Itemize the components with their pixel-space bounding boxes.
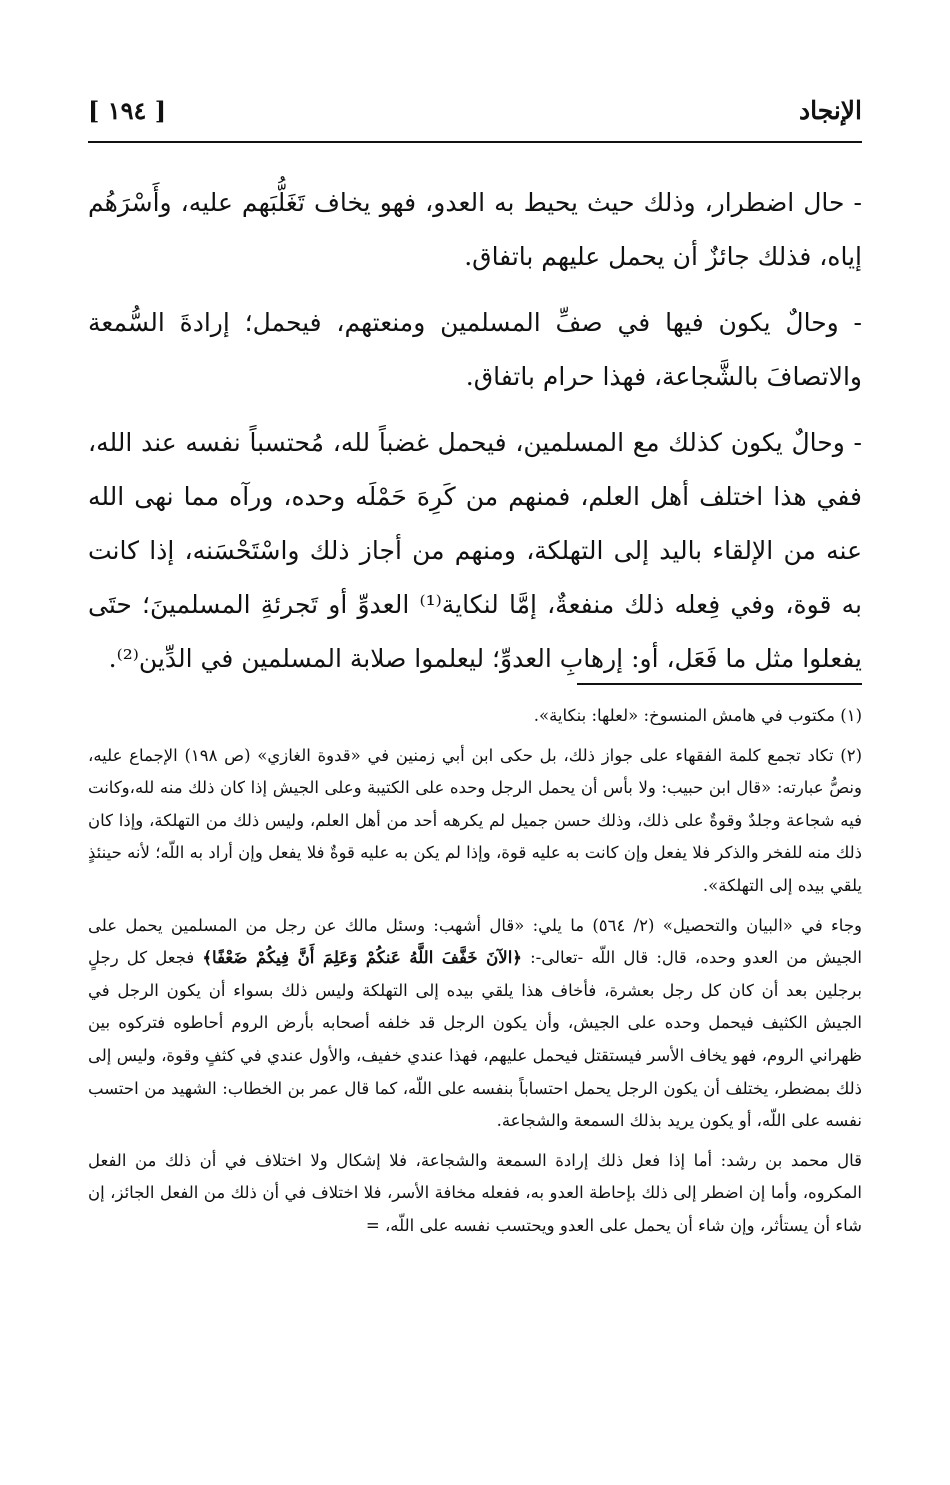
paragraph: - حال اضطرار، وذلك حيث يحيط به العدو، فهو يخاف تَغَلُّبَهم عليه، وأَسْرَهُم إياه، فذلك جائزٌ أن يحمل عليهم باتفاق. <box>88 188 862 271</box>
running-title: الإنجاد <box>798 96 862 125</box>
footnote-2-continuation <box>88 910 862 1138</box>
footnote-text: وجاء في «البيان والتحصيل» (٢/ ٥٦٤) ما يلي: «قال أشهب: وسئل مالك عن رجل من المسلمين يحمل على الجيش من العدو وحده، قال: قال اللّه -تعالى-: <box>88 915 862 968</box>
footnote-2-ibn-rushd: قال محمد بن رشد: أما إذا فعل ذلك إرادة السمعة والشجاعة، فلا إشكال ولا اختلاف في أن ذلك من الفعل المكروه، وأما إن اضطر إلى ذلك بإحاطة العدو به، ففعله مخافة الأسر، فلا اختلاف في أن ذلك من الفعل الجائز، إن شاء أن يستأثر، وإن شاء أن يحمل على العدو ويحتسب نفسه على اللّه، = <box>88 1150 862 1235</box>
footnote-2: (٢) تكاد تجمع كلمة الفقهاء على جواز ذلك، بل حكى ابن أبي زمنين في «قدوة الغازي» (ص ١٩٨) الإجماع عليه، ونصُّ عبارته: «قال ابن حبيب: ولا بأس أن يحمل الرجل وحده على الكتيبة وعلى الجيش إذا كان ذلك منه لله،وكانت فيه شجاعة وجلدٌ وقوةٌ على ذلك، وذلك حسن جميل لم يكرهه أحد من أهل العلم، وليس ذلك من التهلكة، وإذا كان ذلك منه للفخر والذكر فلا يفعل وإن كانت به عليه قوة، وإذا لم يكن به عليه قوةٌ فلا يفعل وإن أراد به اللّه؛ لأنه حينئذٍ يلقي بيده إلى التهلكة». <box>88 745 862 895</box>
page-number: [ ١٩٤ ] <box>88 96 167 125</box>
paragraph: - وحالٌ يكون كذلك مع المسلمين، فيحمل غضباً لله، مُحتسباً نفسه عند الله، ففي هذا اختلف أهل العلم، فمنهم من كَرِهَ حَمْلَه وحده، ورآه مما نهى الله عنه من الإلقاء باليد إلى التهلكة، ومنهم من أجاز ذلك واسْتَحْسَنه، إذا كانت به قوة، وفي فِعله ذلك منفعةٌ، إمَّا لنكاية⁽¹⁾ العدوِّ أو تَجرئةِ المسلمينَ؛ حتَى يفعلوا مثل ما فَعَل، أو: إرهابِ العدوِّ؛ ليعلموا صلابة المسلمين في الدِّين⁽²⁾. <box>88 428 862 673</box>
footnotes <box>88 700 862 1250</box>
paragraph: - وحالٌ يكون فيها في صفِّ المسلمين ومنعتهم، فيحمل؛ إرادةَ السُّمعة والاتصافَ بالشَّجاعة، فهذا حرام باتفاق. <box>88 308 862 391</box>
quran-verse: ﴿الآنَ خَفَّفَ اللَّهُ عَنكُمْ وَعَلِمَ أَنَّ فِيكُمْ ضَعْفًا﴾ <box>202 948 522 968</box>
page-header <box>88 94 862 134</box>
footnote-text: فجعل كل رجلٍ برجلين بعد أن كان كل رجل بعشرة، فأخاف هذا يلقي بيده إلى التهلكة وليس ذلك بسواء أن يكون الرجل في الجيش الكثيف فيحمل وحده على الجيش، وأن يكون الرجل قد خلفه أصحابه بأرض الروم أحاطوه فتركوه بين ظهراني الروم، فهو يخاف الأسر فيستقتل فيحمل عليهم، فهذا عندي خفيف، والأول عندي في كثفٍ وقوة، وليس إلى ذلك بمضطر، يختلف أن يكون الرجل يحمل احتساباً بنفسه على اللّه، كما قال عمر بن الخطاب: الشهيد من احتسب نفسه على اللّه، أو يكون يريد بذلك السمعة والشجاعة. <box>88 948 862 1131</box>
header-divider <box>88 141 862 143</box>
main-text <box>88 176 862 698</box>
footnote-1: (١) مكتوب في هامش المنسوخ: «لعلها: بنكاية». <box>533 706 862 725</box>
footnote-divider <box>577 683 862 685</box>
